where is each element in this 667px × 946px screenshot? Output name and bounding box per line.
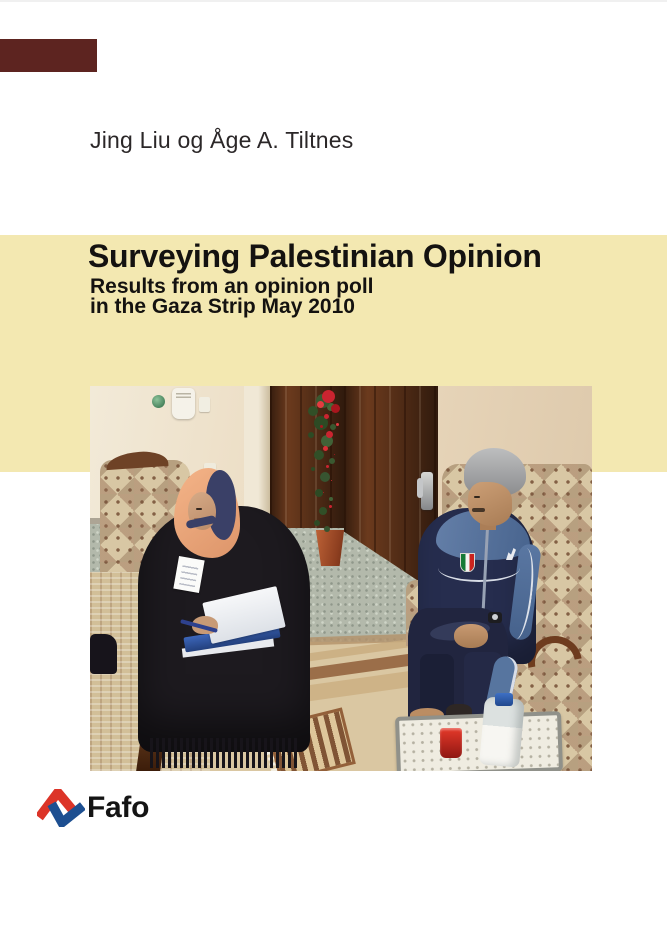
photo-black-bag (90, 634, 117, 674)
fafo-logo-text: Fafo (87, 791, 150, 824)
photo-doorbell-box (172, 388, 195, 419)
photo-red-cup (440, 728, 462, 758)
photo-bottle-cap (495, 693, 513, 706)
photo-light-switch (199, 397, 210, 412)
report-subtitle (90, 277, 374, 317)
photo-door-left-leaf (270, 386, 347, 528)
photo-red-flowers (322, 390, 335, 403)
subtitle-line-1: Results from an opinion poll (90, 275, 374, 298)
report-title: Surveying Palestinian Opinion (88, 238, 542, 274)
author-line: Jing Liu og Åge A. Tiltnes (90, 127, 354, 153)
photo-door-handle (421, 472, 433, 510)
subtitle-line-2: in the Gaza Strip May 2010 (90, 295, 355, 318)
corner-accent-bar (0, 39, 97, 72)
photo-plastic-bottle (479, 696, 525, 767)
photo-serving-tray (395, 711, 563, 771)
photo-flag-badge (461, 554, 474, 571)
photo-wall-ornament (152, 395, 165, 408)
photo-wristwatch (488, 612, 502, 623)
photo-robe-fringe (150, 738, 300, 768)
photo-man-hands (454, 624, 488, 648)
photo-man-face (468, 482, 512, 526)
cover-photo (90, 386, 592, 771)
fafo-logo-icon (37, 789, 85, 827)
page-top-edge (0, 0, 667, 2)
